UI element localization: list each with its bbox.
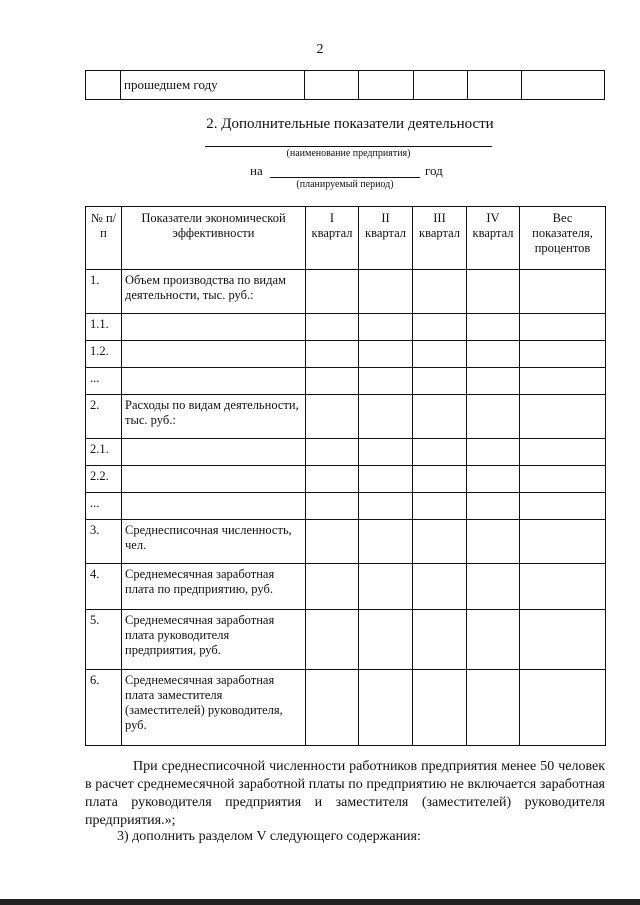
row-cell: [306, 439, 359, 466]
header-weight: Вес показателя, процентов: [520, 207, 606, 270]
table-row: [86, 466, 606, 493]
row-cell: [413, 564, 467, 610]
header-num: № п/п: [86, 207, 122, 270]
table-row: [86, 610, 606, 670]
row-num: ...: [86, 493, 122, 520]
row-cell: [359, 564, 413, 610]
table-row: [86, 670, 606, 746]
row-cell: [520, 520, 606, 564]
header-q3: III квартал: [413, 207, 467, 270]
row-cell: [413, 270, 467, 314]
row-cell: [359, 270, 413, 314]
row-cell: [359, 670, 413, 746]
row-label: [122, 466, 306, 493]
row-cell: [520, 564, 606, 610]
row-cell: [306, 395, 359, 439]
row-num: 5.: [86, 610, 122, 670]
row-cell: [413, 439, 467, 466]
row-num: 6.: [86, 670, 122, 746]
row-num: ...: [86, 368, 122, 395]
indicators-table: [85, 206, 606, 746]
bottom-edge-bar: [0, 899, 640, 905]
row-cell: [359, 395, 413, 439]
paragraph-addition: 3) дополнить разделом V следующего содержания:: [117, 829, 421, 844]
period-line: [270, 177, 420, 178]
row-cell: [306, 610, 359, 670]
table-row: [86, 439, 606, 466]
row-cell: [413, 314, 467, 341]
row-cell: [413, 368, 467, 395]
row-cell: [520, 314, 606, 341]
row-cell: [520, 466, 606, 493]
row-cell: [413, 493, 467, 520]
row-cell: [359, 368, 413, 395]
table-row: [86, 368, 606, 395]
table-cell: [359, 71, 414, 100]
row-num: 3.: [86, 520, 122, 564]
row-cell: [306, 368, 359, 395]
header-q4: IV квартал: [467, 207, 520, 270]
row-cell: [413, 466, 467, 493]
row-cell: [520, 493, 606, 520]
row-cell: [467, 395, 520, 439]
row-label: Объем производства по видам деятельности, тыс. руб.:: [122, 270, 306, 314]
row-cell: [306, 341, 359, 368]
row-label: Среднемесячная заработная плата заместителя (заместителей) руководителя, руб.: [122, 670, 306, 746]
table-cell: [414, 71, 468, 100]
enterprise-line: [205, 146, 492, 147]
table-row: [86, 395, 606, 439]
row-cell: [467, 670, 520, 746]
table-cell-num: [86, 71, 121, 100]
row-label: Среднесписочная численность, чел.: [122, 520, 306, 564]
table-row: [86, 270, 606, 314]
row-cell: [467, 439, 520, 466]
row-cell: [413, 670, 467, 746]
row-cell: [413, 341, 467, 368]
table-row: [86, 493, 606, 520]
row-num: 1.: [86, 270, 122, 314]
row-cell: [306, 564, 359, 610]
row-cell: [467, 466, 520, 493]
section-title: 2. Дополнительные показатели деятельности: [206, 116, 494, 132]
header-q1: I квартал: [306, 207, 359, 270]
row-num: 1.2.: [86, 341, 122, 368]
continued-table-row: [85, 70, 605, 100]
period-caption: (планируемый период): [296, 179, 394, 190]
row-cell: [520, 610, 606, 670]
row-cell: [467, 520, 520, 564]
header-indicator: Показатели экономической эффективности: [122, 207, 306, 270]
row-label: Среднемесячная заработная плата руководителя предприятия, руб.: [122, 610, 306, 670]
period-prefix: на: [250, 163, 263, 178]
row-cell: [520, 670, 606, 746]
row-cell: [306, 270, 359, 314]
table-cell: [305, 71, 359, 100]
row-cell: [306, 520, 359, 564]
table-row: [86, 314, 606, 341]
paragraph-note: [85, 758, 605, 830]
row-cell: [467, 341, 520, 368]
row-label: [122, 314, 306, 341]
row-label: [122, 341, 306, 368]
table-cell-label: прошедшем году: [121, 71, 305, 100]
row-cell: [306, 314, 359, 341]
row-cell: [413, 395, 467, 439]
row-label: [122, 439, 306, 466]
row-cell: [520, 439, 606, 466]
row-num: 4.: [86, 564, 122, 610]
table-cell: [468, 71, 522, 100]
row-cell: [306, 493, 359, 520]
row-cell: [359, 439, 413, 466]
row-cell: [359, 314, 413, 341]
row-cell: [413, 520, 467, 564]
row-label: [122, 493, 306, 520]
row-cell: [359, 520, 413, 564]
row-cell: [359, 466, 413, 493]
paragraph-note-text: При среднесписочной численности работников предприятия менее 50 человек в расчет среднемесячной заработной платы по предприятию не включается заработная плата руководителя предприятия и заместителя (заместителей) руководителя предприятия.»;: [85, 759, 605, 828]
row-cell: [467, 564, 520, 610]
row-cell: [467, 493, 520, 520]
row-label: [122, 368, 306, 395]
enterprise-caption: (наименование предприятия): [286, 148, 411, 159]
row-cell: [306, 670, 359, 746]
row-num: 2.: [86, 395, 122, 439]
row-cell: [467, 610, 520, 670]
table-header-row: [86, 207, 606, 270]
row-cell: [520, 341, 606, 368]
row-cell: [520, 368, 606, 395]
row-cell: [359, 341, 413, 368]
table-row: [86, 341, 606, 368]
row-num: 2.2.: [86, 466, 122, 493]
table-row: [86, 564, 606, 610]
row-cell: [306, 466, 359, 493]
header-q2: II квартал: [359, 207, 413, 270]
row-cell: [467, 368, 520, 395]
row-cell: [413, 610, 467, 670]
row-cell: [467, 314, 520, 341]
row-cell: [467, 270, 520, 314]
period-suffix: год: [425, 163, 443, 178]
row-label: Среднемесячная заработная плата по предприятию, руб.: [122, 564, 306, 610]
row-cell: [520, 395, 606, 439]
row-cell: [520, 270, 606, 314]
table-cell: [522, 71, 605, 100]
row-num: 2.1.: [86, 439, 122, 466]
row-num: 1.1.: [86, 314, 122, 341]
row-cell: [359, 610, 413, 670]
row-cell: [359, 493, 413, 520]
row-label: Расходы по видам деятельности, тыс. руб.:: [122, 395, 306, 439]
table-row: [86, 520, 606, 564]
page-number: 2: [316, 42, 324, 57]
